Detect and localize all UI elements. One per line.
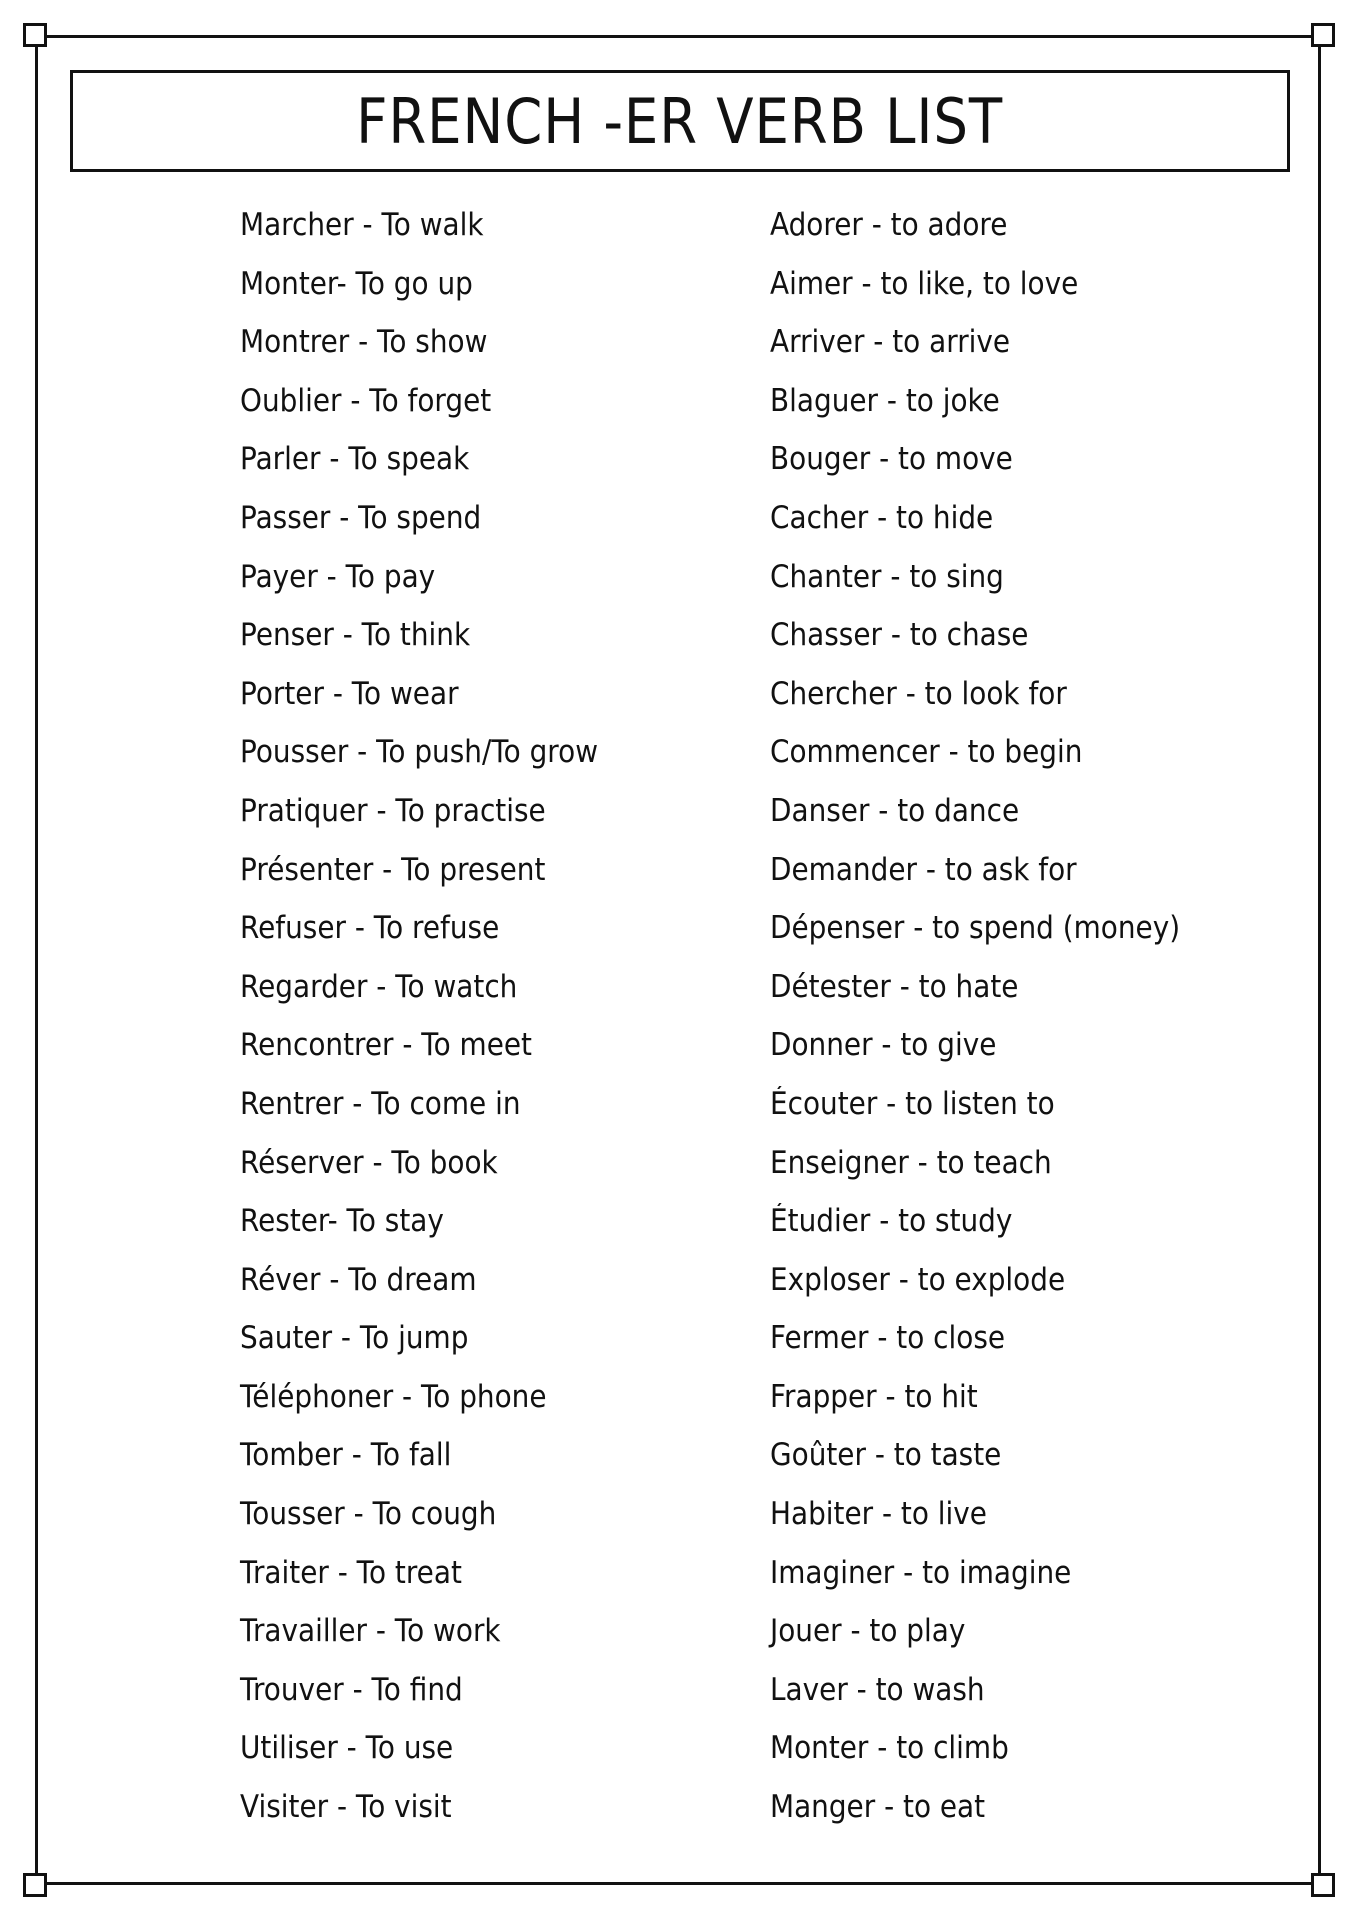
- verb-entry: Goûter - to taste: [770, 1437, 1002, 1474]
- verb-entry: Payer - To pay: [240, 558, 436, 595]
- verb-entry: Traiter - To treat: [240, 1554, 462, 1591]
- verb-entry: Bouger - to move: [770, 441, 1013, 478]
- verb-entry: Laver - to wash: [770, 1671, 985, 1708]
- verb-entry: Dépenser - to spend (money): [770, 910, 1181, 947]
- verb-entry: Rencontrer - To meet: [240, 1027, 533, 1064]
- verb-entry: Aimer - to like, to love: [770, 265, 1079, 302]
- verb-entry: Arriver - to arrive: [770, 324, 1011, 361]
- verb-entry: Rester- To stay: [240, 1203, 444, 1240]
- verb-entry: Commencer - to begin: [770, 734, 1083, 771]
- verb-entry: Réserver - To book: [240, 1144, 498, 1181]
- verb-entry: Téléphoner - To phone: [240, 1378, 547, 1415]
- verb-entry: Refuser - To refuse: [240, 910, 500, 947]
- verb-entry: Enseigner - to teach: [770, 1144, 1052, 1181]
- verb-entry: Adorer - to adore: [770, 207, 1008, 243]
- verb-entry: Cacher - to hide: [770, 499, 994, 536]
- verb-entry: Parler - To speak: [240, 441, 470, 478]
- verb-entry: Imaginer - to imagine: [770, 1554, 1072, 1591]
- verb-entry: Chanter - to sing: [770, 558, 1004, 595]
- verb-entry: Utiliser - To use: [240, 1730, 454, 1767]
- verb-entry: Écouter - to listen to: [770, 1085, 1055, 1122]
- verb-entry: Oublier - To forget: [240, 382, 492, 419]
- verb-entry: Réver - To dream: [240, 1261, 477, 1298]
- verb-entry: Danser - to dance: [770, 792, 1020, 829]
- verb-entry: Montrer - To show: [240, 324, 488, 361]
- verb-entry: Donner - to give: [770, 1027, 997, 1064]
- verb-entry: Jouer - to play: [770, 1613, 966, 1650]
- verb-list-right: [770, 196, 1226, 1837]
- verb-entry: Fermer - to close: [770, 1320, 1006, 1357]
- verb-entry: Blaguer - to joke: [770, 382, 1000, 419]
- verb-entry: Demander - to ask for: [770, 851, 1077, 888]
- verb-entry: Détester - to hate: [770, 968, 1019, 1005]
- verb-entry: Manger - to eat: [770, 1789, 986, 1826]
- verb-entry: Exploser - to explode: [770, 1261, 1066, 1298]
- verb-entry: Monter- To go up: [240, 265, 473, 302]
- corner-square-bottom-right: [1311, 1873, 1335, 1897]
- verb-entry: Porter - To wear: [240, 675, 459, 712]
- title-box: [70, 70, 1290, 172]
- verb-entry: Penser - To think: [240, 617, 471, 654]
- verb-entry: Rentrer - To come in: [240, 1085, 521, 1122]
- verb-entry: Sauter - To jump: [240, 1320, 469, 1357]
- verb-entry: Marcher - To walk: [240, 207, 484, 243]
- verb-entry: Chercher - to look for: [770, 675, 1067, 712]
- verb-entry: Frapper - to hit: [770, 1378, 978, 1415]
- verb-entry: Regarder - To watch: [240, 968, 518, 1005]
- verb-entry: Trouver - To find: [240, 1671, 463, 1708]
- verb-entry: Pratiquer - To practise: [240, 792, 546, 829]
- verb-entry: Monter - to climb: [770, 1730, 1009, 1767]
- verb-entry: Habiter - to live: [770, 1496, 987, 1533]
- verb-entry: Tousser - To cough: [240, 1496, 497, 1533]
- verb-entry: Passer - To spend: [240, 499, 482, 536]
- corner-square-top-left: [23, 23, 47, 47]
- corner-square-bottom-left: [23, 1873, 47, 1897]
- corner-square-top-right: [1311, 23, 1335, 47]
- verb-list-left: [240, 196, 638, 1837]
- verb-entry: Chasser - to chase: [770, 617, 1029, 654]
- verb-entry: Visiter - To visit: [240, 1789, 452, 1826]
- verb-entry: Tomber - To fall: [240, 1437, 452, 1474]
- verb-entry: Pousser - To push/To grow: [240, 734, 599, 771]
- verb-entry: Étudier - to study: [770, 1203, 1013, 1240]
- verb-entry: Travailler - To work: [240, 1613, 501, 1650]
- verb-entry: Présenter - To present: [240, 851, 546, 888]
- page-title: FRENCH -ER VERB LIST: [356, 84, 1004, 158]
